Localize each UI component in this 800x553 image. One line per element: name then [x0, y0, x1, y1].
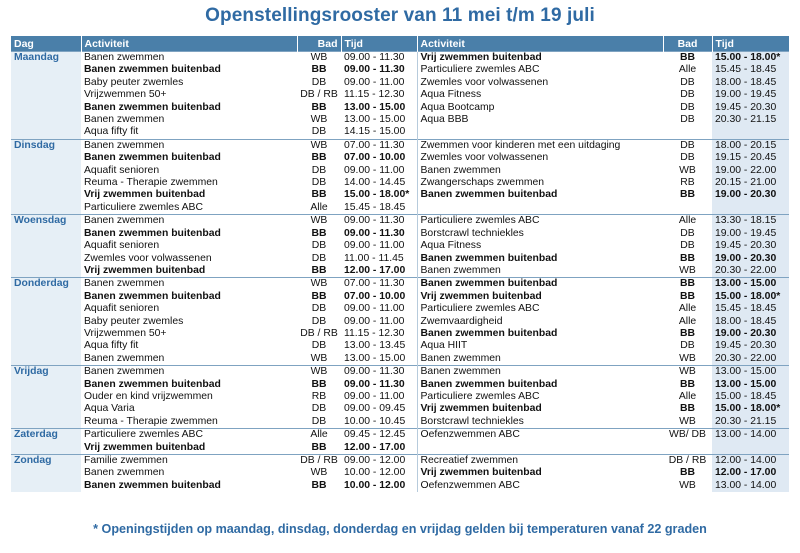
day-name: [11, 89, 81, 101]
activity-2: Banen zwemmen: [420, 264, 501, 276]
time-2: 20.15 - 21.00: [712, 177, 789, 189]
table-row: [11, 429, 789, 442]
time-2: 20.30 - 21.15: [712, 114, 789, 126]
activity-1: Banen zwemmen buitenbad: [84, 227, 221, 239]
activity-1: Aqua fifty fit: [84, 126, 139, 138]
header-tijd-1: Tijd: [341, 36, 417, 52]
activity-1: Banen zwemmen buitenbad: [84, 152, 221, 164]
bath-1: DB: [311, 340, 327, 352]
activity-2: Banen zwemmen buitenbad: [420, 189, 558, 201]
bath-2: BB: [663, 52, 712, 65]
schedule-body: [11, 52, 789, 493]
bath-1: WB: [310, 114, 328, 126]
activity-2: Vrij zwemmen buitenbad: [420, 403, 542, 415]
activity-2: Vrij zwemmen buitenbad: [420, 467, 542, 479]
activity-2: Aqua HIIT: [420, 340, 468, 352]
bath-1: BB: [311, 101, 327, 113]
time-2: 19.00 - 22.00: [712, 165, 789, 177]
day-name: Zaterdag: [11, 429, 81, 442]
time-2: 13.00 - 15.00: [712, 379, 789, 391]
activity-2: Aqua Fitness: [420, 240, 482, 252]
time-1: 10.00 - 10.45: [341, 416, 417, 429]
activity-2: Particuliere zwemles ABC: [420, 390, 540, 402]
time-2: 12.00 - 14.00: [712, 455, 789, 468]
activity-1: Aquafit senioren: [84, 164, 160, 176]
time-2: 19.45 - 20.30: [712, 102, 789, 114]
table-row: [11, 64, 789, 76]
activity-2: Zwangerschaps zwemmen: [420, 177, 545, 189]
bath-2: DB: [680, 227, 695, 239]
time-2: [712, 126, 789, 139]
bath-2: Alle: [678, 303, 697, 315]
bath-2: WB/ DB: [663, 429, 712, 442]
day-name: [11, 340, 81, 352]
day-name: [11, 265, 81, 278]
bath-1: BB: [311, 189, 327, 201]
bath-2: BB: [663, 278, 712, 291]
activity-1: Banen zwemmen: [84, 352, 165, 364]
day-name: [11, 64, 81, 76]
day-name: Vrijdag: [11, 366, 81, 379]
activity-2: Particuliere zwemles ABC: [420, 303, 540, 315]
day-name: [11, 291, 81, 303]
time-2: 19.45 - 20.30: [712, 240, 789, 252]
activity-2: Oefenzwemmen ABC: [417, 429, 663, 442]
time-1: 13.00 - 15.00: [341, 102, 417, 114]
bath-1: RB: [311, 390, 327, 402]
time-2: [712, 202, 789, 215]
activity-1: Aquafit senioren: [84, 240, 160, 252]
day-name: Woensdag: [11, 215, 81, 228]
activity-1: Aqua Varia: [84, 403, 135, 415]
table-row: [11, 165, 789, 177]
bath-2: WB: [679, 479, 696, 491]
bath-2: DB: [680, 89, 695, 101]
bath-2: WB: [679, 415, 696, 427]
bath-1: DB: [311, 164, 327, 176]
day-name: [11, 102, 81, 114]
header-activiteit-2: Activiteit: [417, 36, 663, 52]
header-activiteit-1: Activiteit: [81, 36, 297, 52]
time-2: 18.00 - 20.15: [712, 139, 789, 152]
bath-2: BB: [679, 403, 695, 415]
day-name: [11, 114, 81, 126]
bath-1: BB: [311, 227, 327, 239]
table-row: [11, 102, 789, 114]
activity-1: Banen zwemmen buitenbad: [84, 378, 221, 390]
time-2: 15.00 - 18.00*: [712, 52, 789, 65]
time-2: 15.45 - 18.45: [712, 64, 789, 76]
table-row: [11, 240, 789, 252]
time-1: 07.00 - 11.30: [341, 278, 417, 291]
time-2: 19.00 - 20.30: [712, 189, 789, 201]
time-1: 14.15 - 15.00: [341, 126, 417, 139]
time-2: [712, 442, 789, 455]
bath-1: DB: [311, 177, 327, 189]
bath-2: [663, 442, 712, 455]
time-1: 12.00 - 17.00: [341, 265, 417, 278]
time-2: 20.30 - 22.00: [712, 353, 789, 366]
activity-2: Banen zwemmen: [417, 366, 663, 379]
table-row: [11, 442, 789, 455]
bath-2: DB: [680, 240, 695, 252]
activity-2: Zwemles voor volwassenen: [420, 152, 549, 164]
activity-2: Banen zwemmen buitenbad: [417, 278, 663, 291]
bath-1: DB: [311, 126, 327, 138]
bath-1: DB: [311, 303, 327, 315]
bath-1: BB: [311, 479, 327, 491]
activity-1: Familie zwemmen: [81, 455, 297, 468]
time-2: 13.00 - 14.00: [712, 480, 789, 492]
bath-1: BB: [311, 264, 327, 276]
header-bad-1: Bad: [297, 36, 341, 52]
time-1: 09.00 - 11.00: [341, 303, 417, 315]
time-2: 13.00 - 14.00: [712, 429, 789, 442]
time-2: 19.00 - 20.30: [712, 253, 789, 265]
header-row: [11, 36, 789, 52]
bath-1: DB: [311, 315, 327, 327]
table-row: [11, 139, 789, 152]
time-2: 13.00 - 15.00: [712, 278, 789, 291]
bath-1: Alle: [310, 201, 328, 213]
day-name: [11, 253, 81, 265]
time-1: 13.00 - 15.00: [341, 353, 417, 366]
bath-2: DB: [680, 101, 695, 113]
table-row: [11, 265, 789, 278]
table-row: [11, 215, 789, 228]
bath-2: DB: [663, 139, 712, 152]
time-1: 09.00 - 11.30: [341, 379, 417, 391]
bath-1: DB: [311, 240, 327, 252]
day-name: [11, 177, 81, 189]
time-1: 14.00 - 14.45: [341, 177, 417, 189]
bath-2: WB: [663, 366, 712, 379]
activity-2: Banen zwemmen buitenbad: [420, 378, 558, 390]
day-name: [11, 391, 81, 403]
time-1: 11.15 - 12.30: [341, 328, 417, 340]
page-title: Openstellingsrooster van 11 mei t/m 19 juli: [205, 5, 595, 26]
bath-2: BB: [679, 467, 695, 479]
table-row: [11, 253, 789, 265]
time-1: 12.00 - 17.00: [341, 442, 417, 455]
activity-1: Banen zwemmen: [81, 278, 297, 291]
table-row: [11, 455, 789, 468]
bath-1: WB: [297, 215, 341, 228]
time-1: 10.00 - 12.00: [341, 480, 417, 492]
activity-1: Banen zwemmen buitenbad: [84, 290, 221, 302]
table-row: [11, 114, 789, 126]
table-row: [11, 52, 789, 65]
time-1: 09.00 - 11.00: [341, 165, 417, 177]
bath-1: DB: [311, 403, 327, 415]
table-row: [11, 340, 789, 352]
activity-1: Vrijzwemmen 50+: [84, 327, 167, 339]
activity-1: Banen zwemmen buitenbad: [84, 64, 221, 76]
activity-2: Particuliere zwemles ABC: [417, 215, 663, 228]
activity-1: Zwemles voor volwassenen: [84, 252, 212, 264]
bath-1: WB: [297, 52, 341, 65]
bath-1: DB / RB: [297, 455, 341, 468]
table-row: [11, 278, 789, 291]
activity-1: Baby peuter zwemles: [84, 315, 184, 327]
time-1: 09.00 - 11.00: [341, 240, 417, 252]
time-2: 12.00 - 17.00: [712, 467, 789, 479]
bath-1: BB: [311, 152, 327, 164]
table-row: [11, 379, 789, 391]
time-2: 20.30 - 21.15: [712, 416, 789, 429]
time-2: 19.00 - 20.30: [712, 328, 789, 340]
table-row: [11, 353, 789, 366]
time-2: 18.00 - 18.45: [712, 316, 789, 328]
time-2: 19.00 - 19.45: [712, 228, 789, 240]
table-row: [11, 202, 789, 215]
time-1: 09.00 - 09.45: [341, 403, 417, 415]
time-1: 11.15 - 12.30: [341, 89, 417, 101]
day-name: [11, 228, 81, 240]
bath-2: Alle: [678, 315, 697, 327]
day-name: Zondag: [11, 455, 81, 468]
time-1: 09.00 - 12.00: [341, 455, 417, 468]
time-2: 13.30 - 18.15: [712, 215, 789, 228]
time-1: 07.00 - 10.00: [341, 152, 417, 164]
day-name: [11, 189, 81, 201]
day-name: [11, 316, 81, 328]
time-1: 09.45 - 12.45: [341, 429, 417, 442]
time-2: 15.45 - 18.45: [712, 303, 789, 315]
activity-2: [417, 442, 663, 455]
time-2: 19.15 - 20.45: [712, 152, 789, 164]
activity-2: Banen zwemmen buitenbad: [420, 327, 558, 339]
table-row: [11, 177, 789, 189]
time-2: 15.00 - 18.00*: [712, 291, 789, 303]
bath-2: [663, 202, 712, 215]
bath-1: WB: [297, 139, 341, 152]
table-row: [11, 416, 789, 429]
activity-1: Banen zwemmen buitenbad: [84, 101, 221, 113]
day-name: Dinsdag: [11, 139, 81, 152]
activity-1: Vrijzwemmen 50+: [84, 89, 167, 101]
bath-2: WB: [679, 164, 696, 176]
activity-2: Oefenzwemmen ABC: [420, 479, 520, 491]
table-row: [11, 291, 789, 303]
bath-1: DB: [311, 252, 327, 264]
table-row: [11, 77, 789, 89]
activity-1: Ouder en kind vrijzwemmen: [84, 390, 213, 402]
activity-1: Aquafit senioren: [84, 303, 160, 315]
bath-2: BB: [679, 252, 695, 264]
activity-1: Particuliere zwemles ABC: [84, 201, 203, 213]
day-name: [11, 303, 81, 315]
activity-1: Vrij zwemmen buitenbad: [84, 189, 206, 201]
time-2: 15.00 - 18.45: [712, 391, 789, 403]
day-name: [11, 328, 81, 340]
activity-1: Vrij zwemmen buitenbad: [84, 441, 206, 453]
table-row: [11, 391, 789, 403]
time-2: 20.30 - 22.00: [712, 265, 789, 278]
table-row: [11, 328, 789, 340]
activity-1: Banen zwemmen: [81, 139, 297, 152]
activity-2: Vrij zwemmen buitenbad: [417, 52, 663, 65]
bath-1: DB: [311, 76, 327, 88]
activity-1: Banen zwemmen buitenbad: [84, 479, 221, 491]
day-name: [11, 240, 81, 252]
activity-2: [417, 126, 663, 139]
time-1: 09.00 - 11.00: [341, 316, 417, 328]
bath-2: DB: [680, 76, 695, 88]
time-1: 09.00 - 11.30: [341, 64, 417, 76]
table-row: [11, 89, 789, 101]
bath-2: Alle: [678, 390, 697, 402]
activity-2: Aqua BBB: [420, 114, 469, 126]
header-dag: Dag: [11, 36, 81, 52]
day-name: Donderdag: [11, 278, 81, 291]
bath-1: WB: [310, 352, 328, 364]
table-row: [11, 403, 789, 415]
header-bad-2: Bad: [663, 36, 712, 52]
bath-1: WB: [297, 366, 341, 379]
activity-2: Recreatief zwemmen: [417, 455, 663, 468]
bath-2: BB: [679, 189, 695, 201]
activity-2: [417, 202, 663, 215]
time-2: 18.00 - 18.45: [712, 77, 789, 89]
bath-2: Alle: [663, 215, 712, 228]
day-name: [11, 442, 81, 455]
schedule-table: [11, 36, 790, 492]
bath-2: WB: [679, 352, 696, 364]
activity-2: Aqua Fitness: [420, 89, 482, 101]
day-name: [11, 77, 81, 89]
day-name: [11, 126, 81, 139]
time-1: 13.00 - 13.45: [341, 340, 417, 352]
bath-1: WB: [310, 467, 328, 479]
day-name: [11, 152, 81, 164]
bath-2: DB: [680, 114, 695, 126]
time-2: 19.00 - 19.45: [712, 89, 789, 101]
time-1: 15.00 - 18.00*: [341, 189, 417, 201]
table-row: [11, 366, 789, 379]
bath-1: Alle: [297, 429, 341, 442]
activity-2: Banen zwemmen: [420, 164, 501, 176]
activity-1: Banen zwemmen: [84, 467, 165, 479]
bath-2: BB: [679, 327, 695, 339]
activity-2: Aqua Bootcamp: [420, 101, 495, 113]
bath-1: DB / RB: [300, 327, 338, 339]
day-name: [11, 353, 81, 366]
time-1: 09.00 - 11.30: [341, 228, 417, 240]
table-row: [11, 316, 789, 328]
activity-2: Banen zwemmen buitenbad: [420, 252, 558, 264]
day-name: Maandag: [11, 52, 81, 65]
bath-2: WB: [679, 264, 696, 276]
bath-2: BB: [679, 378, 695, 390]
activity-1: Banen zwemmen: [81, 52, 297, 65]
activity-1: Banen zwemmen: [81, 215, 297, 228]
day-name: [11, 467, 81, 479]
time-2: 13.00 - 15.00: [712, 366, 789, 379]
bath-2: Alle: [678, 64, 697, 76]
header-tijd-2: Tijd: [712, 36, 789, 52]
activity-1: Banen zwemmen: [84, 114, 165, 126]
bath-1: BB: [311, 64, 327, 76]
activity-2: Banen zwemmen: [420, 352, 501, 364]
day-name: [11, 165, 81, 177]
activity-1: Baby peuter zwemles: [84, 76, 184, 88]
time-1: 07.00 - 10.00: [341, 291, 417, 303]
table-row: [11, 228, 789, 240]
bath-2: RB: [680, 177, 695, 189]
activity-1: Banen zwemmen: [81, 366, 297, 379]
activity-2: Zwemvaardigheid: [420, 315, 503, 327]
time-1: 09.00 - 11.00: [341, 77, 417, 89]
activity-2: Zwemmen voor kinderen met een uitdaging: [417, 139, 663, 152]
day-name: [11, 403, 81, 415]
time-1: 11.00 - 11.45: [341, 253, 417, 265]
day-name: [11, 416, 81, 429]
bath-1: BB: [311, 441, 327, 453]
bath-2: BB: [679, 290, 695, 302]
activity-2: Zwemles voor volwassenen: [420, 76, 549, 88]
footnote: * Openingstijden op maandag, dinsdag, donderdag en vrijdag gelden bij temperaturen vanaf 22 graden: [93, 522, 707, 536]
bath-1: WB: [297, 278, 341, 291]
table-row: [11, 189, 789, 201]
bath-2: DB: [680, 340, 695, 352]
bath-1: BB: [311, 290, 327, 302]
activity-2: Borstcrawl techniekles: [420, 227, 524, 239]
activity-1: Reuma - Therapie zwemmen: [84, 415, 218, 427]
time-1: 09.00 - 11.30: [341, 52, 417, 65]
day-name: [11, 202, 81, 215]
bath-1: DB: [311, 415, 327, 427]
activity-2: Borstcrawl techniekles: [420, 415, 524, 427]
time-1: 15.45 - 18.45: [341, 202, 417, 215]
bath-2: [663, 126, 712, 139]
activity-1: Aqua fifty fit: [84, 340, 139, 352]
activity-2: Vrij zwemmen buitenbad: [420, 290, 542, 302]
bath-2: DB: [680, 152, 695, 164]
time-2: 19.45 - 20.30: [712, 340, 789, 352]
bath-1: DB / RB: [300, 89, 338, 101]
time-1: 07.00 - 11.30: [341, 139, 417, 152]
activity-1: Vrij zwemmen buitenbad: [84, 264, 206, 276]
time-1: 09.00 - 11.00: [341, 391, 417, 403]
time-1: 09.00 - 11.30: [341, 215, 417, 228]
time-1: 10.00 - 12.00: [341, 467, 417, 479]
table-row: [11, 126, 789, 139]
day-name: [11, 379, 81, 391]
table-row: [11, 467, 789, 479]
activity-2: Particuliere zwemles ABC: [420, 64, 540, 76]
activity-1: Reuma - Therapie zwemmen: [84, 177, 218, 189]
table-row: [11, 303, 789, 315]
bath-1: BB: [311, 378, 327, 390]
table-row: [11, 152, 789, 164]
activity-1: Particuliere zwemles ABC: [81, 429, 297, 442]
bath-2: DB / RB: [663, 455, 712, 468]
time-1: 13.00 - 15.00: [341, 114, 417, 126]
day-name: [11, 480, 81, 492]
time-1: 09.00 - 11.30: [341, 366, 417, 379]
time-2: 15.00 - 18.00*: [712, 403, 789, 415]
table-row: [11, 480, 789, 492]
